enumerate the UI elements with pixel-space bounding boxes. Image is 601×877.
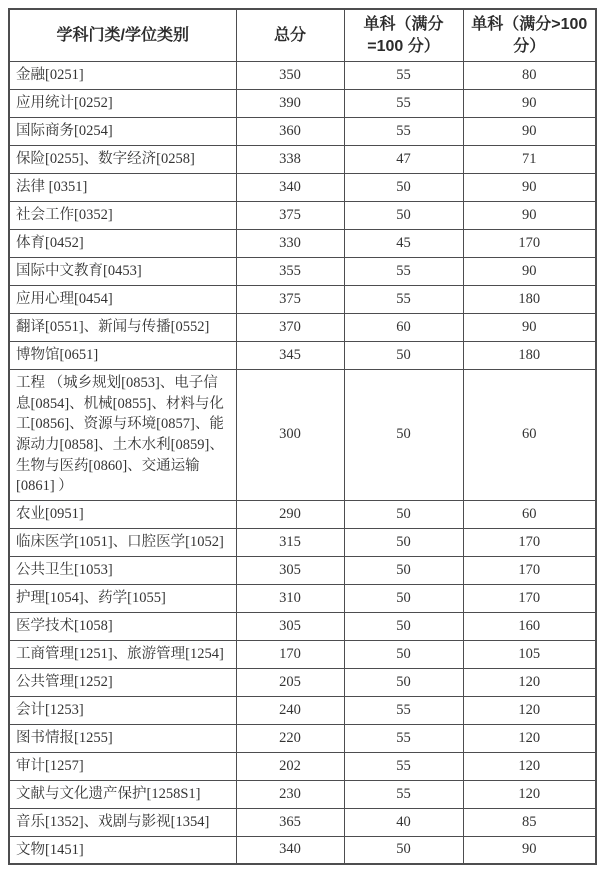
total-score-cell: 315	[236, 528, 344, 556]
category-cell: 图书情报[1255]	[9, 724, 236, 752]
single-subject-gt100-cell: 90	[463, 258, 596, 286]
category-cell: 社会工作[0352]	[9, 202, 236, 230]
table-row	[9, 146, 596, 174]
single-subject-eq100-cell: 47	[344, 146, 463, 174]
category-cell: 体育[0452]	[9, 230, 236, 258]
total-score-cell: 230	[236, 780, 344, 808]
total-score-cell: 240	[236, 696, 344, 724]
table-row	[9, 752, 596, 780]
category-cell: 法律 [0351]	[9, 174, 236, 202]
table-row	[9, 500, 596, 528]
table-row	[9, 342, 596, 370]
total-score-cell: 375	[236, 286, 344, 314]
table-row	[9, 808, 596, 836]
header-single-subject-eq100: 单科（满分=100 分）	[344, 9, 463, 62]
single-subject-eq100-cell: 50	[344, 342, 463, 370]
single-subject-eq100-cell: 55	[344, 752, 463, 780]
total-score-cell: 330	[236, 230, 344, 258]
admission-score-table	[8, 8, 597, 865]
total-score-cell: 170	[236, 640, 344, 668]
single-subject-gt100-cell: 180	[463, 286, 596, 314]
total-score-cell: 360	[236, 118, 344, 146]
total-score-cell: 338	[236, 146, 344, 174]
table-row	[9, 174, 596, 202]
single-subject-eq100-cell: 50	[344, 500, 463, 528]
table-row	[9, 230, 596, 258]
single-subject-eq100-cell: 50	[344, 584, 463, 612]
category-cell: 工商管理[1251]、旅游管理[1254]	[9, 640, 236, 668]
category-cell: 应用心理[0454]	[9, 286, 236, 314]
total-score-cell: 220	[236, 724, 344, 752]
table-row	[9, 780, 596, 808]
total-score-cell: 350	[236, 62, 344, 90]
total-score-cell: 375	[236, 202, 344, 230]
header-single-subject-gt100: 单科（满分>100 分）	[463, 9, 596, 62]
single-subject-gt100-cell: 120	[463, 752, 596, 780]
single-subject-eq100-cell: 50	[344, 668, 463, 696]
single-subject-eq100-cell: 50	[344, 370, 463, 500]
table-row	[9, 612, 596, 640]
table-row	[9, 62, 596, 90]
total-score-cell: 370	[236, 314, 344, 342]
total-score-cell: 300	[236, 370, 344, 500]
header-category: 学科门类/学位类别	[9, 9, 236, 62]
total-score-cell: 390	[236, 90, 344, 118]
single-subject-eq100-cell: 60	[344, 314, 463, 342]
single-subject-gt100-cell: 170	[463, 584, 596, 612]
single-subject-gt100-cell: 170	[463, 556, 596, 584]
single-subject-gt100-cell: 90	[463, 90, 596, 118]
table-row	[9, 314, 596, 342]
table-row	[9, 528, 596, 556]
category-cell: 金融[0251]	[9, 62, 236, 90]
single-subject-eq100-cell: 50	[344, 174, 463, 202]
table-row	[9, 202, 596, 230]
single-subject-eq100-cell: 50	[344, 202, 463, 230]
single-subject-eq100-cell: 45	[344, 230, 463, 258]
category-cell: 博物馆[0651]	[9, 342, 236, 370]
table-row	[9, 584, 596, 612]
table-row	[9, 696, 596, 724]
category-cell: 审计[1257]	[9, 752, 236, 780]
single-subject-eq100-cell: 55	[344, 780, 463, 808]
category-cell: 会计[1253]	[9, 696, 236, 724]
single-subject-gt100-cell: 90	[463, 202, 596, 230]
single-subject-eq100-cell: 50	[344, 556, 463, 584]
single-subject-eq100-cell: 50	[344, 836, 463, 864]
single-subject-eq100-cell: 55	[344, 90, 463, 118]
single-subject-eq100-cell: 50	[344, 640, 463, 668]
single-subject-gt100-cell: 90	[463, 118, 596, 146]
total-score-cell: 355	[236, 258, 344, 286]
table-row	[9, 668, 596, 696]
table-row	[9, 836, 596, 864]
category-cell: 保险[0255]、数字经济[0258]	[9, 146, 236, 174]
total-score-cell: 305	[236, 556, 344, 584]
category-cell: 音乐[1352]、戏剧与影视[1354]	[9, 808, 236, 836]
single-subject-gt100-cell: 160	[463, 612, 596, 640]
single-subject-gt100-cell: 105	[463, 640, 596, 668]
single-subject-gt100-cell: 170	[463, 230, 596, 258]
single-subject-gt100-cell: 90	[463, 174, 596, 202]
table-row	[9, 90, 596, 118]
category-cell: 国际中文教育[0453]	[9, 258, 236, 286]
single-subject-eq100-cell: 55	[344, 286, 463, 314]
table-row	[9, 370, 596, 500]
single-subject-gt100-cell: 120	[463, 724, 596, 752]
single-subject-eq100-cell: 55	[344, 118, 463, 146]
category-cell: 农业[0951]	[9, 500, 236, 528]
category-cell: 国际商务[0254]	[9, 118, 236, 146]
header-row	[9, 9, 596, 62]
category-cell: 临床医学[1051]、口腔医学[1052]	[9, 528, 236, 556]
single-subject-gt100-cell: 60	[463, 370, 596, 500]
category-cell: 文物[1451]	[9, 836, 236, 864]
single-subject-eq100-cell: 55	[344, 258, 463, 286]
single-subject-gt100-cell: 120	[463, 696, 596, 724]
total-score-cell: 340	[236, 174, 344, 202]
table-row	[9, 556, 596, 584]
category-cell: 文献与文化遗产保护[1258S1]	[9, 780, 236, 808]
category-cell: 医学技术[1058]	[9, 612, 236, 640]
single-subject-eq100-cell: 40	[344, 808, 463, 836]
total-score-cell: 205	[236, 668, 344, 696]
category-cell: 公共卫生[1053]	[9, 556, 236, 584]
category-cell: 翻译[0551]、新闻与传播[0552]	[9, 314, 236, 342]
single-subject-eq100-cell: 50	[344, 612, 463, 640]
total-score-cell: 290	[236, 500, 344, 528]
single-subject-gt100-cell: 180	[463, 342, 596, 370]
single-subject-gt100-cell: 60	[463, 500, 596, 528]
single-subject-gt100-cell: 170	[463, 528, 596, 556]
single-subject-gt100-cell: 71	[463, 146, 596, 174]
table-row	[9, 640, 596, 668]
category-cell: 护理[1054]、药学[1055]	[9, 584, 236, 612]
total-score-cell: 202	[236, 752, 344, 780]
single-subject-gt100-cell: 120	[463, 780, 596, 808]
total-score-cell: 340	[236, 836, 344, 864]
single-subject-eq100-cell: 55	[344, 62, 463, 90]
table-body	[9, 62, 596, 865]
table-row	[9, 286, 596, 314]
table-row	[9, 258, 596, 286]
total-score-cell: 305	[236, 612, 344, 640]
table-row	[9, 118, 596, 146]
single-subject-eq100-cell: 55	[344, 696, 463, 724]
table-row	[9, 724, 596, 752]
total-score-cell: 365	[236, 808, 344, 836]
single-subject-gt100-cell: 120	[463, 668, 596, 696]
single-subject-gt100-cell: 90	[463, 314, 596, 342]
single-subject-gt100-cell: 85	[463, 808, 596, 836]
header-total-score: 总分	[236, 9, 344, 62]
category-cell: 公共管理[1252]	[9, 668, 236, 696]
single-subject-gt100-cell: 90	[463, 836, 596, 864]
total-score-cell: 310	[236, 584, 344, 612]
single-subject-eq100-cell: 50	[344, 528, 463, 556]
category-cell: 工程 （城乡规划[0853]、电子信息[0854]、机械[0855]、材料与化工[0856]、资源与环境[0857]、能源动力[0858]、土木水利[0859]、生物与医药[0860]、交通运输[0861] ）	[9, 370, 236, 500]
category-cell: 应用统计[0252]	[9, 90, 236, 118]
single-subject-eq100-cell: 55	[344, 724, 463, 752]
single-subject-gt100-cell: 80	[463, 62, 596, 90]
total-score-cell: 345	[236, 342, 344, 370]
